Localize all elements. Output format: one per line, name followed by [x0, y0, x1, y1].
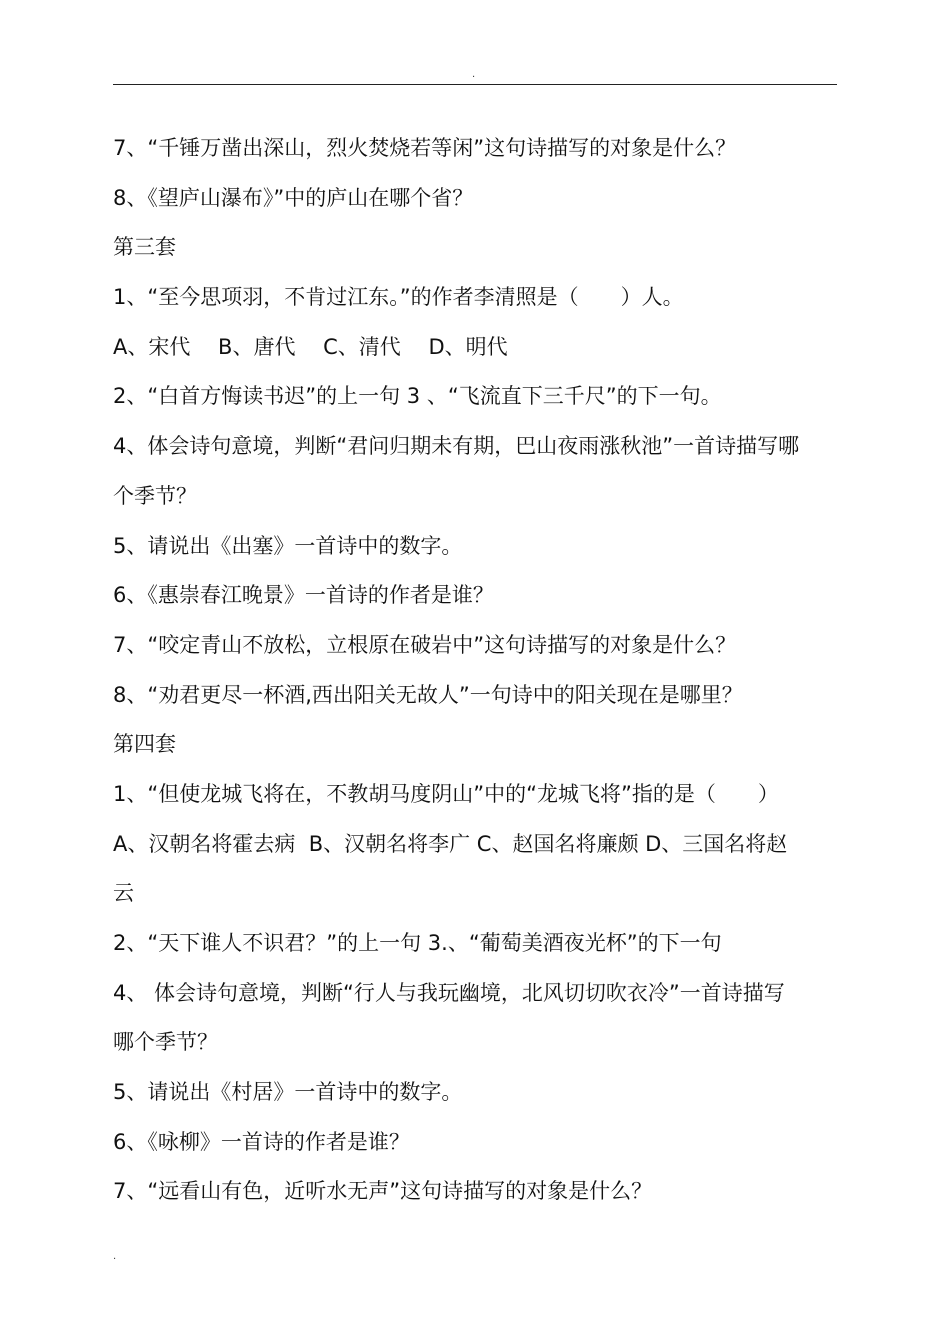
section-heading: 第三套 [113, 235, 176, 260]
document-body [113, 124, 843, 1217]
question-line-continued: 个季节？ [113, 483, 197, 508]
header-mark: . [472, 69, 476, 80]
section-heading: 第四套 [113, 732, 176, 757]
question-line: 6、《咏柳》一首诗的作者是谁？ [113, 1129, 410, 1154]
question-line: 7、“远看山有色，近听水无声”这句诗描写的对象是什么？ [113, 1179, 653, 1204]
question-line: 2、“天下谁人不识君？”的上一句 3.、“葡萄美酒夜光杯”的下一句 [113, 931, 722, 955]
answer-options: A、宋代 B、唐代 C、清代 D、明代 [113, 334, 508, 359]
question-line: 5、请说出《村居》一首诗中的数字。 [113, 1080, 463, 1105]
question-line: 4、 体会诗句意境，判断“行人与我玩幽境，北风切切吹衣冷”一首诗描写 [113, 980, 785, 1005]
question-line: 1、“但使龙城飞将在，不教胡马度阴山”中的“龙城飞将”指的是（ ） [113, 781, 779, 806]
answer-options: A、汉朝名将霍去病 B、汉朝名将李广 C、赵国名将廉颇 D、三国名将赵 [113, 831, 788, 856]
question-line: 8、“劝君更尽一杯酒,西出阳关无故人”一句诗中的阳关现在是哪里？ [113, 682, 743, 707]
question-line: 4、体会诗句意境，判断“君问归期未有期，巴山夜雨涨秋池”一首诗描写哪 [113, 434, 800, 459]
question-line: 2、“白首方悔读书迟”的上一句 3 、“飞流直下三千尺”的下一句。 [113, 384, 722, 409]
footer-mark: . [113, 1251, 117, 1262]
question-line: 5、请说出《出塞》一首诗中的数字。 [113, 533, 463, 558]
question-line: 7、“千锤万凿出深山，烈火焚烧若等闲”这句诗描写的对象是什么？ [113, 136, 737, 160]
question-line: 6、《惠崇春江晚景》一首诗的作者是谁？ [113, 583, 494, 608]
question-line: 1、“至今思项羽，不肯过江东。”的作者李清照是（ ）人。 [113, 285, 684, 310]
question-line-continued: 哪个季节？ [113, 1030, 218, 1055]
question-line: 8、《望庐山瀑布》”中的庐山在哪个省？ [113, 185, 474, 210]
answer-options-continued: 云 [113, 881, 134, 906]
question-line: 7、“咬定青山不放松，立根原在破岩中”这句诗描写的对象是什么？ [113, 632, 737, 657]
header-rule [113, 84, 837, 85]
